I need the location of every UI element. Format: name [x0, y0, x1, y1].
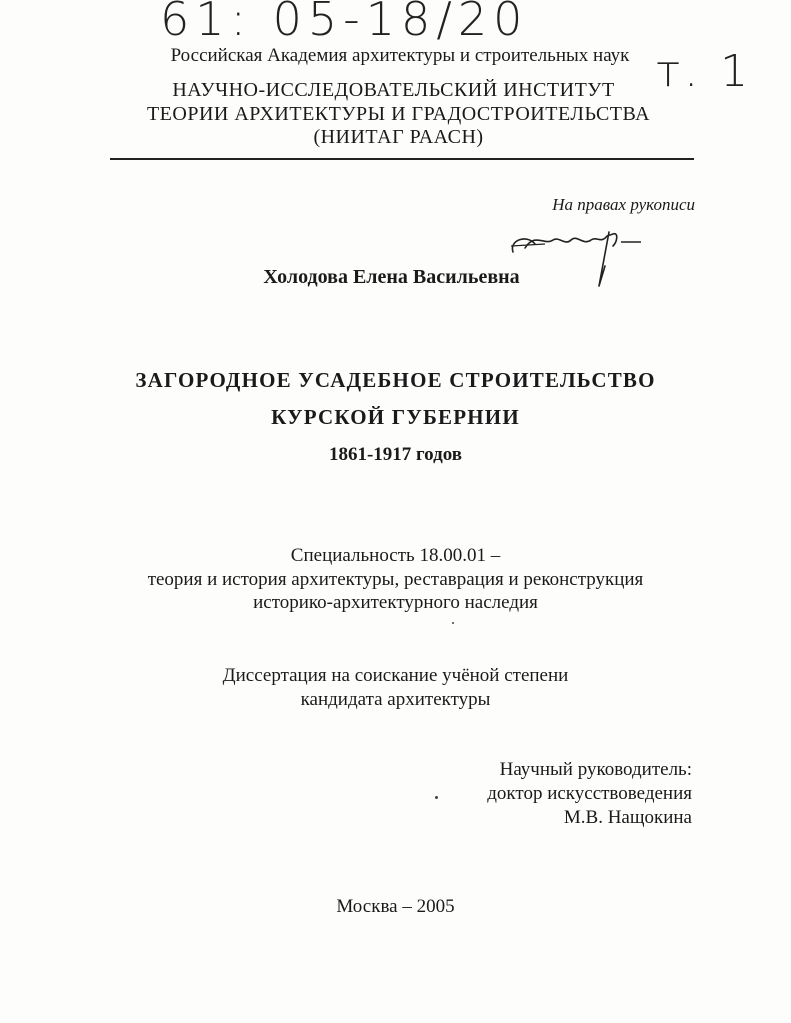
dissertation-degree-line1: Диссертация на соискание учёной степени	[222, 665, 569, 686]
advisor-label: Научный руководитель:	[499, 759, 692, 780]
thesis-title-line1: ЗАГОРОДНОЕ УСАДЕБНОЕ СТРОИТЕЛЬСТВО	[135, 368, 656, 392]
city-and-year: Москва – 2005	[336, 896, 455, 917]
dissertation-degree-line2: кандидата архитектуры	[300, 689, 491, 710]
scientific-advisor-block	[487, 758, 692, 830]
specialty-code: Специальность 18.00.01 –	[290, 545, 501, 566]
specialty-description-line1: теория и история архитектуры, реставрация и реконструкция	[147, 569, 644, 590]
advisor-name: М.В. Нащокина	[563, 807, 692, 828]
institute-name-line2: ТЕОРИИ АРХИТЕКТУРЫ И ГРАДОСТРОИТЕЛЬСТВА	[146, 103, 651, 125]
scan-speck	[452, 622, 454, 624]
academy-name: Российская Академия архитектуры и строительных наук	[170, 45, 630, 66]
advisor-degree: доктор искусствоведения	[487, 783, 692, 804]
scan-speck	[435, 796, 438, 799]
specialty-description-line2: историко-архитектурного наследия	[253, 592, 538, 613]
manuscript-rights-note: На правах рукописи	[552, 195, 695, 214]
author-name: Холодова Елена Васильевна	[263, 266, 520, 288]
handwritten-volume-mark: т. 1	[656, 46, 753, 97]
institute-abbreviation: (НИИТАГ РААСН)	[313, 126, 484, 148]
header-divider	[110, 158, 694, 160]
institute-name-line1: НАУЧНО-ИССЛЕДОВАТЕЛЬСКИЙ ИНСТИТУТ	[172, 79, 615, 101]
thesis-years: 1861-1917 годов	[328, 444, 463, 465]
handwritten-catalog-number: 61: 05-18/20	[160, 0, 529, 46]
thesis-title-line2: КУРСКОЙ ГУБЕРНИИ	[271, 405, 520, 429]
